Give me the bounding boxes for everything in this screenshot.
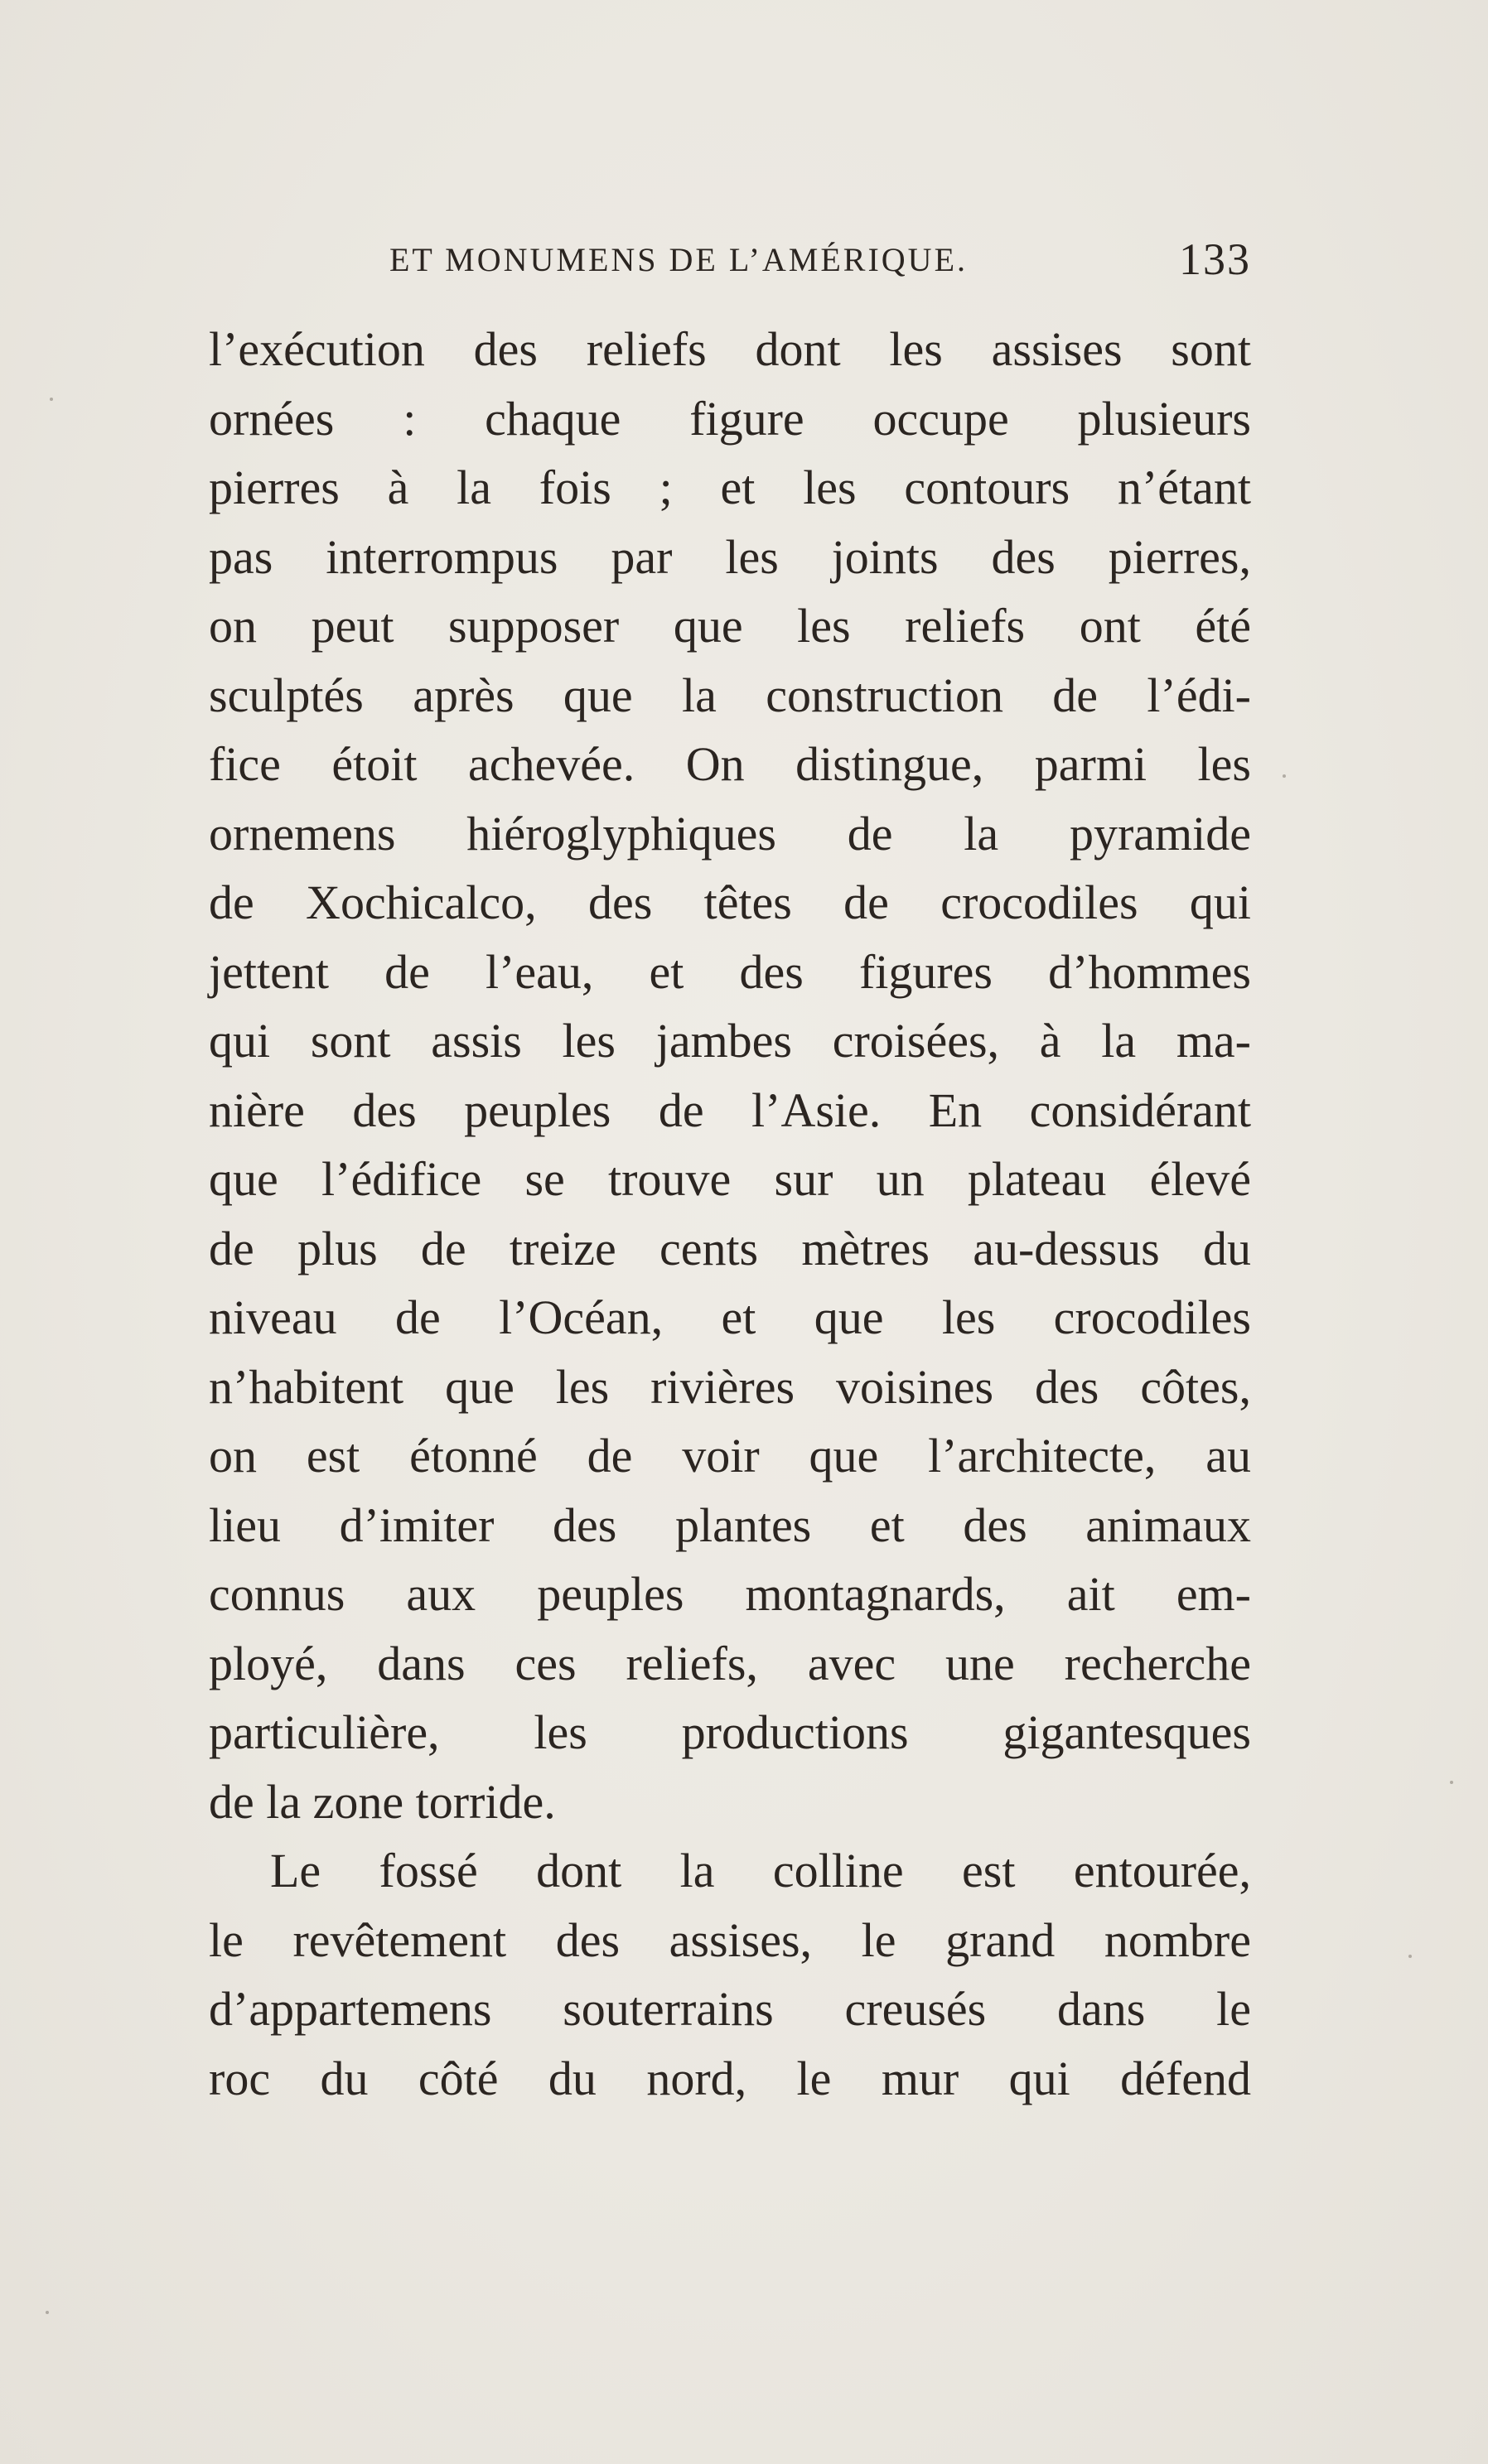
paragraph-1 bbox=[209, 315, 1251, 1836]
text-line: pierres à la fois ; et les contours n’étant bbox=[209, 460, 1251, 514]
running-title: ET MONUMENS DE L’AMÉRIQUE. bbox=[389, 241, 968, 278]
text-line: ornées : chaque figure occupe plusieurs bbox=[209, 391, 1251, 446]
text-line: jettent de l’eau, et des figures d’hommes bbox=[209, 944, 1251, 999]
body-text bbox=[209, 315, 1251, 2113]
text-line: de plus de treize cents mètres au-dessus du bbox=[209, 1221, 1251, 1275]
text-line: de la zone torride. bbox=[209, 1774, 556, 1829]
text-line: l’exécution des reliefs dont les assises sont bbox=[209, 322, 1251, 376]
text-line: ornemens hiéroglyphiques de la pyramide bbox=[209, 806, 1251, 861]
paper-speck bbox=[1408, 1955, 1412, 1958]
paper-speck bbox=[1450, 1781, 1453, 1784]
running-head bbox=[389, 234, 1251, 290]
paper-speck bbox=[46, 2311, 49, 2314]
paper-speck bbox=[50, 398, 53, 401]
paragraph-2 bbox=[209, 1836, 1251, 2113]
text-line: Le fossé dont la colline est entourée, bbox=[270, 1844, 1251, 1897]
paper-speck bbox=[1283, 774, 1286, 778]
text-line: d’appartemens souterrains creusés dans le bbox=[209, 1982, 1251, 2036]
text-line: on peut supposer que les reliefs ont été bbox=[209, 599, 1251, 653]
text-line: le revêtement des assises, le grand nombre bbox=[209, 1912, 1251, 1967]
text-line: nière des peuples de l’Asie. En considérant bbox=[209, 1083, 1251, 1137]
text-line: n’habitent que les rivières voisines des côtes, bbox=[209, 1359, 1251, 1414]
text-line: de Xochicalco, des têtes de crocodiles qui bbox=[209, 875, 1251, 929]
text-line: lieu d’imiter des plantes et des animaux bbox=[209, 1497, 1251, 1552]
text-line: particulière, les productions gigantesques bbox=[209, 1705, 1251, 1759]
page-number: 133 bbox=[1179, 234, 1251, 284]
text-line: pas interrompus par les joints des pierres, bbox=[209, 529, 1251, 584]
text-line: roc du côté du nord, le mur qui défend bbox=[209, 2051, 1251, 2105]
text-line: sculptés après que la construction de l’édi- bbox=[209, 668, 1251, 722]
text-line: niveau de l’Océan, et que les crocodiles bbox=[209, 1290, 1251, 1344]
text-line: que l’édifice se trouve sur un plateau élevé bbox=[209, 1152, 1251, 1206]
text-line: qui sont assis les jambes croisées, à la ma- bbox=[209, 1014, 1251, 1068]
text-line: ployé, dans ces reliefs, avec une recherche bbox=[209, 1636, 1251, 1690]
text-line: connus aux peuples montagnards, ait em- bbox=[209, 1567, 1251, 1621]
text-line: on est étonné de voir que l’architecte, au bbox=[209, 1429, 1251, 1483]
text-line: fice étoit achevée. On distingue, parmi les bbox=[209, 737, 1251, 791]
